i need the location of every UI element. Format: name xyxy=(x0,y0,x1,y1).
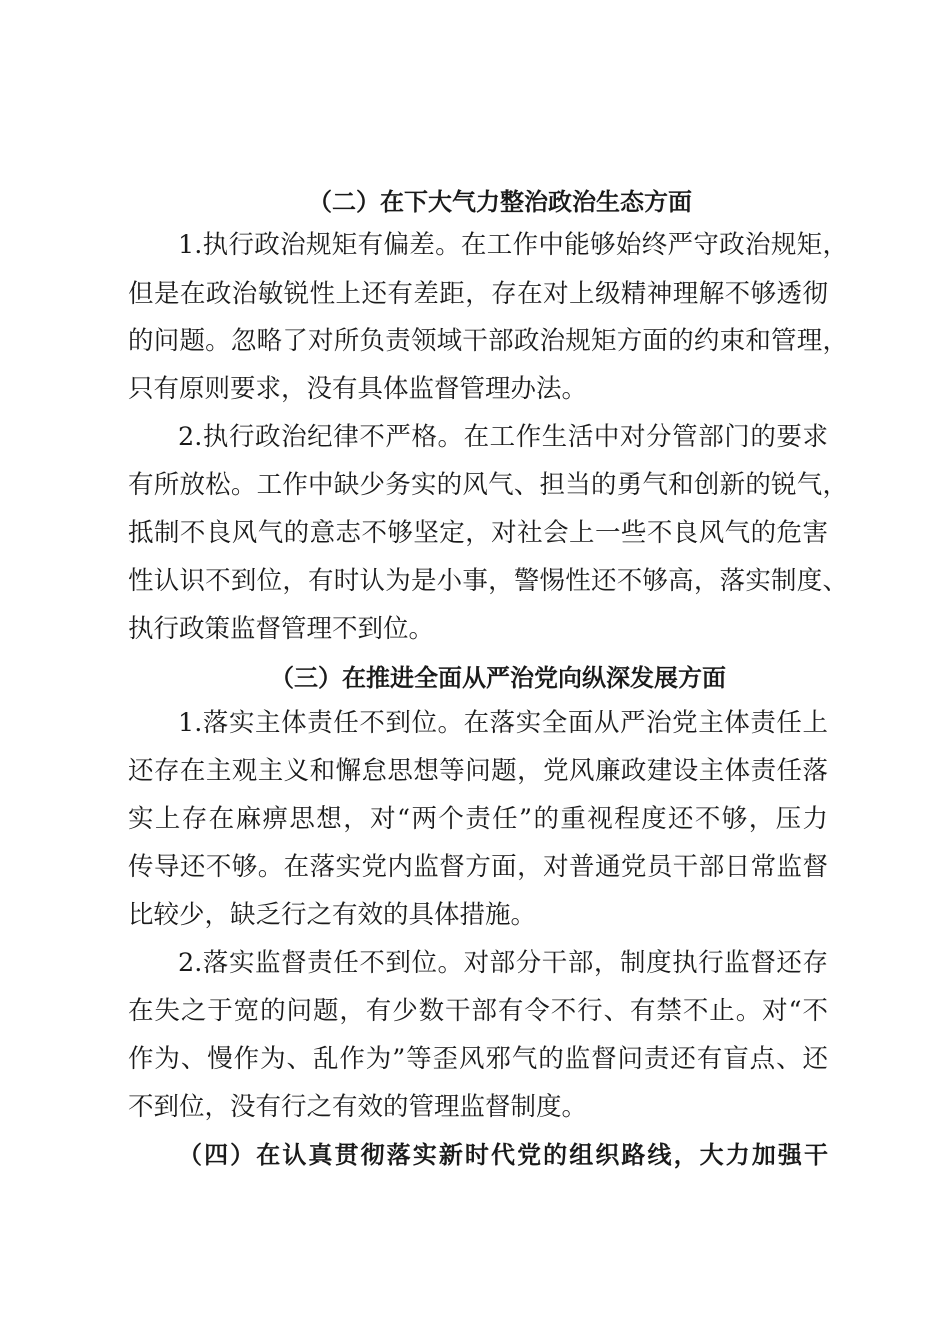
paragraph-line: 实上存在麻痹思想，对“两个责任”的重视程度还不够，压力 xyxy=(128,804,828,834)
paragraph-line: 在失之于宽的问题，有少数干部有令不行、有禁不止。对“不 xyxy=(128,996,828,1026)
paragraph-line: 1.落实主体责任不到位。在落实全面从严治党主体责任上 xyxy=(178,708,828,738)
paragraph-line: 1.执行政治规矩有偏差。在工作中能够始终严守政治规矩， xyxy=(178,230,848,260)
paragraph-line: 抵制不良风气的意志不够坚定，对社会上一些不良风气的危害 xyxy=(128,518,828,548)
paragraph-line: 不到位，没有行之有效的管理监督制度。 xyxy=(128,1092,588,1122)
paragraph-line: 执行政策监督管理不到位。 xyxy=(128,614,435,644)
section-heading: （四）在认真贯彻落实新时代党的组织路线，大力加强干 xyxy=(178,1140,828,1169)
paragraph-line: 2.执行政治纪律不严格。在工作生活中对分管部门的要求 xyxy=(178,422,828,452)
paragraph-line: 传导还不够。在落实党内监督方面，对普通党员干部日常监督 xyxy=(128,852,828,882)
paragraph-line: 性认识不到位，有时认为是小事，警惕性还不够高，落实制度、 xyxy=(128,566,848,596)
paragraph-line: 作为、慢作为、乱作为”等歪风邪气的监督问责还有盲点、还 xyxy=(128,1044,828,1074)
paragraph-line: 还存在主观主义和懈怠思想等问题，党风廉政建设主体责任落 xyxy=(128,756,828,786)
section-heading: （三）在推进全面从严治党向纵深发展方面 xyxy=(270,663,726,692)
paragraph-line: 的问题。忽略了对所负责领域干部政治规矩方面的约束和管理， xyxy=(128,326,848,356)
paragraph-line: 2.落实监督责任不到位。对部分干部，制度执行监督还存 xyxy=(178,948,828,978)
paragraph-line: 但是在政治敏锐性上还有差距，存在对上级精神理解不够透彻 xyxy=(128,279,828,309)
section-heading: （二）在下大气力整治政治生态方面 xyxy=(308,187,692,216)
paragraph-line: 有所放松。工作中缺少务实的风气、担当的勇气和创新的锐气， xyxy=(128,470,848,500)
paragraph-line: 只有原则要求，没有具体监督管理办法。 xyxy=(128,374,588,404)
paragraph-line: 比较少，缺乏行之有效的具体措施。 xyxy=(128,900,537,930)
